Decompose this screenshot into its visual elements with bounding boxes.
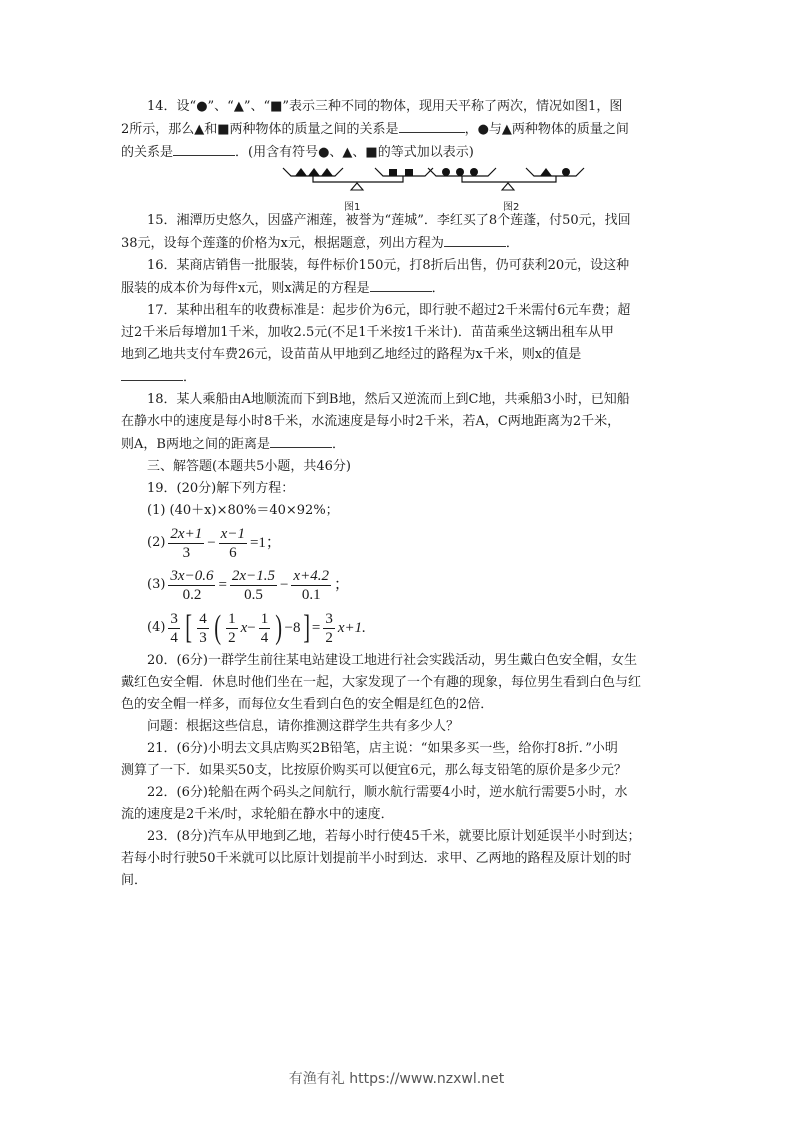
denominator: 2 bbox=[228, 629, 236, 646]
denominator: 3 bbox=[182, 544, 191, 561]
denominator: 3 bbox=[199, 629, 207, 646]
q15-line1: 15．湘潭历史悠久，因盛产湘莲，被誉为“莲城”．李红买了8个莲蓬，付50元，找回 bbox=[147, 213, 631, 228]
q17-line4 bbox=[121, 366, 693, 389]
q16-line2 bbox=[121, 277, 693, 300]
q17-line3: 地到乙地共支付车费26元，设苗苗从甲地到乙地经过的路程为x千米，则x的值是 bbox=[121, 347, 582, 362]
fraction bbox=[230, 567, 277, 604]
q20-question: 问题：根据这些信息，请你推测这群学生共有多少人？ bbox=[147, 719, 460, 734]
operator: −8 bbox=[284, 620, 301, 636]
q14-text: ，●与▲两种物体的质量之间 bbox=[464, 122, 629, 137]
q21-line1: 21．(6分)小明去文具店购买2B铅笔，店主说：“如果多买一些，给你打8折．”小明 bbox=[147, 741, 618, 756]
q17-text: ． bbox=[183, 370, 197, 385]
q14-text: ．(用含有符号●、▲、■的等式加以表示) bbox=[235, 145, 474, 160]
q16-text: ． bbox=[431, 281, 445, 296]
figure-1-label: 图1 bbox=[344, 202, 361, 213]
operator: − bbox=[247, 620, 256, 636]
operator: = bbox=[311, 620, 321, 636]
q14-text: 2所示，那么▲和■两种物体的质量之间的关系是 bbox=[121, 122, 399, 137]
q14-line1: 14．设“●”、“▲”、“■”表示三种不同的物体，现用天平称了两次，情况如图1，图 bbox=[147, 99, 623, 114]
fraction bbox=[219, 525, 247, 562]
figure-2-label: 图2 bbox=[503, 202, 520, 213]
q23-line2: 若每小时行驶50千米就可以比原计划提前半小时到达．求甲、乙两地的路程及原计划的时 bbox=[121, 851, 632, 866]
q17-line1: 17．某种出租车的收费标准是：起步价为6元，即行驶不超过2千米需付6元车费；超 bbox=[147, 303, 631, 318]
numerator: 4 bbox=[199, 610, 207, 627]
q21-line2: 测算了一下．如果买50支，比按原价购买可以便宜6元，那么每支铅笔的原价是多少元？ bbox=[121, 763, 627, 778]
denominator: 6 bbox=[229, 544, 237, 561]
right-paren: ) bbox=[275, 609, 283, 646]
q20-line3: 色的安全帽一样多，而每位女生看到白色的安全帽是红色的2倍． bbox=[121, 697, 494, 712]
operator: − bbox=[279, 577, 289, 593]
answer-blank[interactable] bbox=[270, 433, 332, 448]
denominator: 0.5 bbox=[244, 586, 263, 603]
q19-eq1: (1) (40＋x)×80%＝40×92%； bbox=[147, 503, 339, 518]
q18-line1: 18．某人乘船由A地顺流而下到B地，然后又逆流而上到C地，共乘船3小时，已知船 bbox=[147, 392, 630, 407]
q19-eq4 bbox=[147, 606, 693, 650]
denominator: 4 bbox=[260, 629, 269, 646]
q18-line2: 在静水中的速度是每小时8千米，水流速度是每小时2千米，若A，C两地距离为2千米， bbox=[121, 414, 621, 429]
fraction bbox=[226, 610, 238, 647]
denominator: 4 bbox=[170, 629, 178, 646]
equation-rhs: =1； bbox=[249, 535, 281, 551]
q14-line2 bbox=[121, 118, 693, 141]
q15-line2 bbox=[121, 232, 693, 255]
eq-label: (4) bbox=[147, 620, 166, 635]
denominator: 0.1 bbox=[301, 586, 321, 603]
q22-line2: 流的速度是2千米/时，求轮船在静水中的速度． bbox=[121, 807, 394, 822]
left-paren: ( bbox=[214, 609, 221, 646]
eq-label: (2) bbox=[147, 535, 166, 550]
answer-blank[interactable] bbox=[444, 232, 506, 247]
answer-blank[interactable] bbox=[173, 141, 235, 156]
section-heading: 三、解答题(本题共5小题，共46分) bbox=[147, 459, 351, 474]
q18-text: ． bbox=[331, 437, 345, 452]
answer-blank[interactable] bbox=[121, 366, 183, 381]
q22-line1: 22．(6分)轮船在两个码头之间航行，顺水航行需要4小时，逆水航行需要5小时，水 bbox=[147, 785, 628, 800]
fraction bbox=[168, 567, 215, 604]
numerator: 1 bbox=[228, 610, 236, 627]
fraction bbox=[197, 610, 209, 647]
numerator: 3 bbox=[325, 610, 333, 627]
q18-text: 则A，B两地之间的距离是 bbox=[121, 437, 270, 452]
numerator: x+4.2 bbox=[293, 567, 329, 584]
q18-line3 bbox=[121, 433, 693, 456]
operator: − bbox=[207, 535, 216, 551]
q17-line2: 过2千米后每增加1千米，加收2.5元(不足1千米按1千米计)．苗苗乘坐这辆出租车从甲 bbox=[121, 325, 614, 340]
fraction bbox=[168, 610, 180, 647]
fraction bbox=[291, 567, 331, 604]
left-bracket: [ bbox=[185, 609, 192, 646]
q14-text: 的关系是 bbox=[121, 145, 174, 160]
q19-title: 19．(20分)解下列方程： bbox=[147, 481, 295, 496]
answer-blank[interactable] bbox=[370, 277, 432, 292]
q23-line1: 23．(8分)汽车从甲地到乙地，若每小时行使45千米，就要比原计划延误半小时到达； bbox=[147, 829, 641, 844]
q19-eq2 bbox=[147, 522, 693, 564]
fraction bbox=[323, 610, 335, 647]
operator: = bbox=[218, 577, 227, 593]
q23-line3: 间． bbox=[121, 873, 148, 888]
q16-text: 服装的成本价为每件x元，则x满足的方程是 bbox=[121, 281, 370, 296]
denominator: 0.2 bbox=[182, 586, 202, 603]
denominator: 2 bbox=[325, 629, 333, 646]
q20-line1: 20．(6分)一群学生前往某电站建设工地进行社会实践活动，男生戴白色安全帽，女生 bbox=[147, 653, 637, 668]
fraction bbox=[259, 610, 271, 647]
numerator: x−1 bbox=[220, 525, 245, 542]
numerator: 2x−1.5 bbox=[231, 567, 275, 584]
fraction bbox=[168, 525, 204, 562]
numerator: 2x+1 bbox=[170, 525, 203, 542]
q15-text: 38元，设每个莲蓬的价格为x元，根据题意，列出方程为 bbox=[121, 236, 444, 251]
q15-text: ． bbox=[505, 236, 519, 251]
numerator: 3 bbox=[170, 610, 178, 627]
punctuation: ； bbox=[333, 577, 349, 593]
eq-label: (3) bbox=[147, 577, 166, 592]
q19-eq3 bbox=[147, 564, 693, 606]
answer-blank[interactable] bbox=[399, 118, 465, 133]
variable: x bbox=[240, 620, 248, 636]
numerator: 1 bbox=[260, 610, 269, 627]
equation-tail: x+1. bbox=[337, 620, 366, 636]
q16-line1: 16．某商店销售一批服装，每件标价150元，打8折后出售，仍可获利20元，设这种 bbox=[147, 258, 630, 273]
exam-page bbox=[121, 96, 693, 892]
footer-watermark: 有渔有礼 https://www.nzxwl.net bbox=[288, 1071, 505, 1087]
right-bracket: ] bbox=[302, 609, 310, 646]
balance-figures bbox=[121, 164, 693, 213]
q14-line3 bbox=[121, 141, 693, 164]
numerator: 3x−0.6 bbox=[170, 567, 214, 584]
balance-figure-2 bbox=[426, 164, 596, 198]
q20-line2: 戴红色安全帽．休息时他们坐在一起，大家发现了一个有趣的现象，每位男生看到白色与红 bbox=[121, 675, 642, 690]
